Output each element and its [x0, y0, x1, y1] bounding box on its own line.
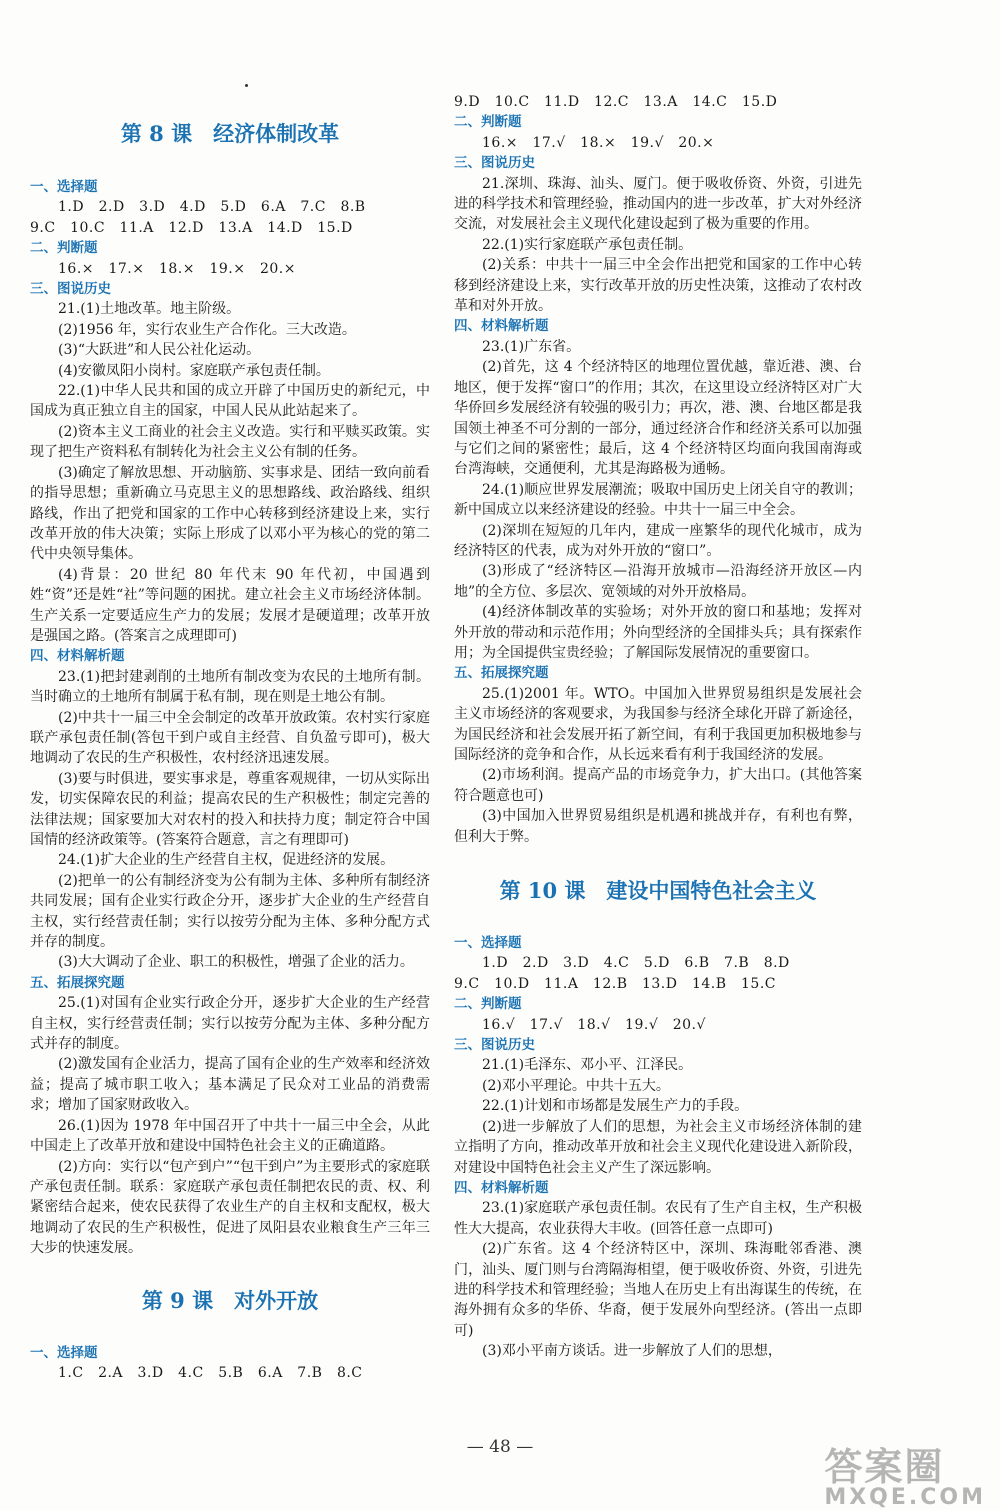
- answer-paragraph: 21.(1)土地改革。地主阶级。: [58, 301, 241, 318]
- answer-paragraph: 21.(1)毛泽东、邓小平、江泽民。: [482, 1057, 693, 1074]
- section-heading: 二、判断题: [30, 240, 98, 257]
- answer-paragraph: (2)首先，这 4 个经济特区的地理位置优越，靠近港、澳、台地区，便于发挥“窗口”的作用；其次，在这里设立经济特区对广大华侨回乡发展经济有较强的吸引力；再次，港、澳、台地区都是我国领土神圣不可分割的一部分，通过经济合作和经济关系可以加强与它们之间的紧密性；最后，这 4 个经济特区均面向我国南海或台湾海峡，交通便利，尤其是海路极为通畅。: [454, 359, 862, 478]
- answer-line: 1.D 2.D 3.D 4.D 5.D 6.A 7.C 8.B: [58, 199, 366, 216]
- page-number: — 48 —: [466, 1437, 534, 1457]
- watermark-logo: [824, 1447, 986, 1509]
- answer-line: 1.C 2.A 3.D 4.C 5.B 6.A 7.B 8.C: [58, 1364, 363, 1381]
- answer-line: 9.C 10.D 11.A 12.B 13.D 14.B 15.C: [454, 975, 777, 992]
- answer-paragraph: (2)广东省。这 4 个经济特区中，深圳、珠海毗邻香港、澳门，汕头、厦门则与台湾隔海相望，便于吸收侨资、外资，引进先进的科学技术和管理经验；当地人在历史上有出海谋生的传统，在海外拥有众多的华侨、华裔，便于发展外向型经济。(答出一点即可): [454, 1241, 862, 1339]
- answer-paragraph: 22.(1)实行家庭联产承包责任制。: [482, 236, 693, 253]
- answer-line: 1.D 2.D 3.D 4.C 5.D 6.B 7.B 8.D: [482, 955, 790, 972]
- section-heading: 二、判断题: [454, 996, 522, 1013]
- answer-paragraph: 23.(1)广东省。: [482, 338, 581, 355]
- answer-paragraph: (2)关系：中共十一届三中全会作出把党和国家的工作中心转移到经济建设上来，实行改革开放的历史性决策，这推动了农村改革和对外开放。: [454, 257, 862, 315]
- section-heading: 四、材料解析题: [30, 648, 125, 665]
- section-heading: 一、选择题: [30, 179, 98, 195]
- answer-paragraph: (2)进一步解放了人们的思想，为社会主义市场经济体制的建立指明了方向，推动改革开放和社会主义现代化建设进入新阶段，对建设中国特色社会主义产生了深远影响。: [454, 1118, 862, 1176]
- answer-paragraph: 21.深圳、珠海、汕头、厦门。便于吸收侨资、外资，引进先进的科学技术和管理经验，推动国内的进一步改革，扩大对外经济交流，对发展社会主义现代化建设起到了极为重要的作用。: [454, 175, 862, 233]
- answer-paragraph: (3)大大调动了企业、职工的积极性，增强了企业的活力。: [58, 954, 414, 971]
- answer-line: 16.× 17.√ 18.× 19.√ 20.×: [482, 134, 715, 151]
- watermark-sub: MXQE.COM: [824, 1485, 986, 1510]
- answer-paragraph: 23.(1)把封建剥削的土地所有制改变为农民的土地所有制。当时确立的土地所有制属于私有制，现在则是土地公有制。: [30, 668, 430, 706]
- lesson-8-title: 第 8 课 经济体制改革: [120, 121, 340, 146]
- watermark-main: 答案圈: [824, 1445, 945, 1489]
- right-column: [454, 0, 862, 1362]
- answer-paragraph: (3)形成了“经济特区—沿海开放城市—沿海经济开放区—内地”的全方位、多层次、宽领域的对外开放格局。: [454, 563, 862, 600]
- section-heading: 三、图说历史: [454, 155, 535, 172]
- answer-line: 9.D 10.C 11.D 12.C 13.A 14.C 15.D: [454, 94, 778, 110]
- answer-paragraph: 23.(1)家庭联产承包责任制。农民有了生产自主权，生产积极性大大提高，农业获得大丰收。(回答任意一点即可): [454, 1200, 862, 1237]
- answer-paragraph: (3)中国加入世界贸易组织是机遇和挑战并存，有利也有弊，但利大于弊。: [454, 808, 862, 845]
- section-heading: 二、判断题: [454, 114, 522, 131]
- answer-paragraph: 22.(1)中华人民共和国的成立开辟了中国历史的新纪元，中国成为真正独立自主的国家，中国人民从此站起来了。: [30, 383, 430, 420]
- answer-paragraph: (2)深圳在短短的几年内，建成一座繁华的现代化城市，成为经济特区的代表，成为对外开放的“窗口”。: [454, 522, 862, 559]
- answer-paragraph: 24.(1)扩大企业的生产经营自主权，促进经济的发展。: [58, 852, 395, 869]
- answer-paragraph: (4)背景：20 世纪 80 年代末 90 年代初，中国遇到姓“资”还是姓“社”等问题的困扰。建立社会主义市场经济体制。生产关系一定要适应生产力的发展；发展才是硬道理；改革开放是强国之路。(答案言之成理即可): [30, 566, 430, 644]
- answer-line: 16.× 17.× 18.× 19.× 20.×: [58, 260, 296, 277]
- answer-paragraph: (2)激发国有企业活力，提高了国有企业的生产效率和经济效益；提高了城市职工收入；基本满足了民众对工业品的消费需求；增加了国家财政收入。: [30, 1056, 430, 1114]
- lesson-9-title: 第 9 课 对外开放: [141, 1287, 319, 1313]
- answer-paragraph: (3)邓小平南方谈话。进一步解放了人们的思想，: [482, 1343, 782, 1360]
- answer-paragraph: (3)确定了解放思想、开动脑筋、实事求是、团结一致向前看的指导思想；重新确立马克思主义的思想路线、政治路线、组织路线，作出了把党和国家的工作中心转移到经济建设上来，实行改革开放的伟大决策；实际上形成了以邓小平为核心的党的第二代中央领导集体。: [30, 464, 430, 563]
- answer-line: 9.C 10.C 11.A 12.D 13.A 14.D 15.D: [30, 219, 353, 236]
- section-heading: 三、图说历史: [30, 281, 111, 298]
- answer-paragraph: 24.(1)顺应世界发展潮流；吸取中国历史上闭关自守的教训；新中国成立以来经济建设的经验。中共十一届三中全会。: [454, 481, 862, 519]
- answer-paragraph: (2)1956 年，实行农业生产合作化。三大改造。: [58, 321, 356, 338]
- left-column: [30, 0, 430, 1383]
- answer-paragraph: (4)经济体制改革的实验场；对外开放的窗口和基地；发挥对外开放的带动和示范作用；外向型经济的全国排头兵；具有探索作用；为全国提供宝贵经验；了解国际发展情况的重要窗口。: [454, 604, 862, 661]
- section-heading: 一、选择题: [454, 935, 522, 952]
- answer-paragraph: (2)中共十一届三中全会制定的改革开放政策。农村实行家庭联产承包责任制(答包干到户或自主经营、自负盈亏即可)，极大地调动了农民的生产积极性，农村经济迅速发展。: [30, 709, 430, 767]
- answer-paragraph: 25.(1)2001 年。WTO。中国加入世界贸易组织是发展社会主义市场经济的客观要求，为我国参与经济全球化开辟了新途径，为国民经济和社会发展开拓了新空间，有利于我国更加积极地参与国际经济的竞争和合作，从长远来看有利于我国经济的发展。: [454, 685, 862, 763]
- answer-paragraph: (3)“大跃进”和人民公社化运动。: [58, 342, 261, 359]
- answer-paragraph: 25.(1)对国有企业实行政企分开，逐步扩大企业的生产经营自主权，实行经营责任制；实行以按劳分配为主体、多种分配方式并存的制度。: [30, 995, 430, 1053]
- section-heading: 四、材料解析题: [454, 318, 549, 335]
- answer-paragraph: (3)要与时俱进，要实事求是，尊重客观规律，一切从实际出发，切实保障农民的利益；提高农民的生产积极性；制定完善的法律法规；国家要加大对农村的投入和扶持力度；制定符合中国国情的经济政策等。(答案符合题意，言之有理即可): [30, 770, 430, 848]
- answer-paragraph: (2)把单一的公有制经济变为公有制为主体、多种所有制经济共同发展；国有企业实行政企分开，逐步扩大企业的生产经营自主权，实行经营责任制；实行以按劳分配为主体、多种分配方式并存的制度。: [30, 872, 430, 951]
- section-heading: 一、选择题: [30, 1344, 98, 1361]
- answer-paragraph: (2)邓小平理论。中共十五大。: [482, 1077, 670, 1094]
- section-heading: 三、图说历史: [454, 1037, 535, 1054]
- answer-paragraph: (2)方向：实行以“包产到户”“包干到户”为主要形式的家庭联产承包责任制。联系：家庭联产承包责任制把农民的责、权、利紧密结合起来，使农民获得了农业生产的自主权和支配权，极大地调动了农民的生产积极性，促进了凤阳县农业粮食生产三年三大步的快速发展。: [30, 1158, 430, 1257]
- section-heading: 五、拓展探究题: [454, 665, 549, 682]
- answer-line: 16.√ 17.√ 18.√ 19.√ 20.√: [482, 1016, 706, 1033]
- answer-paragraph: (2)市场利润。提高产品的市场竞争力，扩大出口。(其他答案符合题意也可): [454, 767, 862, 804]
- answer-paragraph: (4)安徽凤阳小岗村。家庭联产承包责任制。: [58, 362, 330, 379]
- answer-paragraph: (2)资本主义工商业的社会主义改造。实行和平赎买政策。实现了把生产资料私有制转化为社会主义公有制的任务。: [30, 423, 430, 461]
- answer-paragraph: 26.(1)因为 1978 年中国召开了中共十一届三中全会，从此中国走上了改革开放和建设中国特色社会主义的正确道路。: [30, 1117, 430, 1155]
- lesson-10-title: 第 10 课 建设中国特色社会主义: [499, 878, 817, 904]
- section-heading: 五、拓展探究题: [30, 974, 125, 991]
- answer-paragraph: 22.(1)计划和市场都是发展生产力的手段。: [482, 1098, 749, 1115]
- section-heading: 四、材料解析题: [454, 1179, 549, 1196]
